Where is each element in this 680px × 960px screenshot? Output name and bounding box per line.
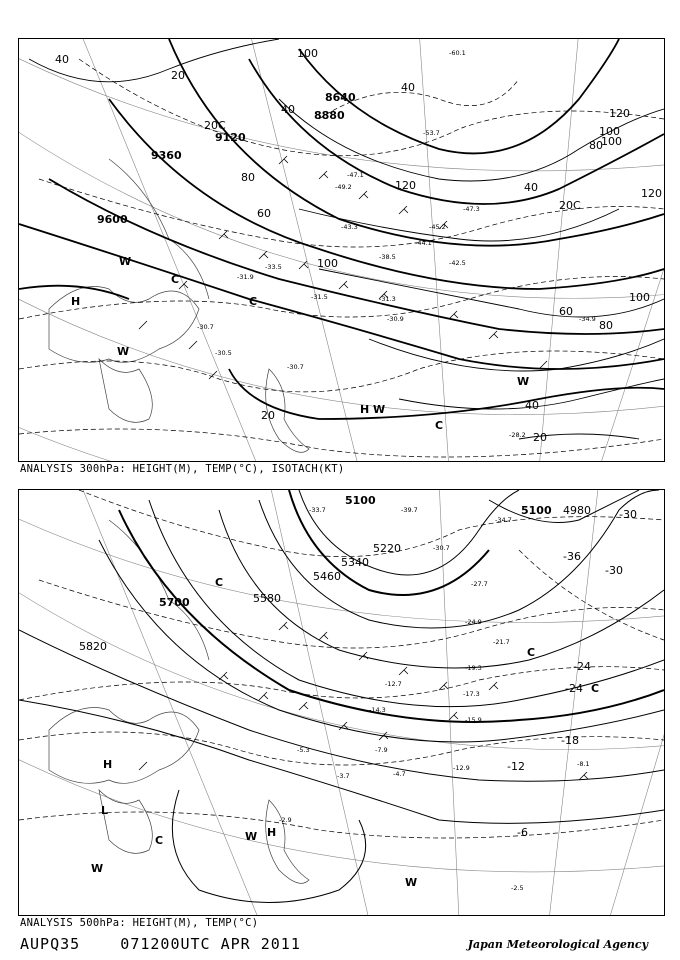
temp-plot: -31.3 xyxy=(379,295,396,303)
temp-plot: -31.5 xyxy=(311,293,328,301)
temp-plot: -47.3 xyxy=(463,205,480,213)
temp-plot: -2.9 xyxy=(279,816,292,824)
isotach-label: 40 xyxy=(525,399,539,412)
map-300hpa-svg xyxy=(19,39,664,461)
temp-plot: -24.9 xyxy=(465,618,482,626)
temp-plot: -39.7 xyxy=(401,506,418,514)
temp-plot: -19.3 xyxy=(465,664,482,672)
temp-plot: -45.2 xyxy=(429,223,446,231)
temp-plot: -17.3 xyxy=(463,690,480,698)
temp-plot: -30.9 xyxy=(387,315,404,323)
temp-plot: -31.9 xyxy=(237,273,254,281)
isotach-label: 100 xyxy=(629,291,650,304)
temp-plot: -30.7 xyxy=(197,323,214,331)
isotherm-label: -30 xyxy=(619,508,637,521)
temp-plot: -38.5 xyxy=(379,253,396,261)
isotherm-label: -6 xyxy=(517,826,528,839)
height-label: 5340 xyxy=(341,556,369,569)
temp-plot: -30.5 xyxy=(215,349,232,357)
map-panel-500hpa xyxy=(18,489,665,916)
isotherm-label: -36 xyxy=(563,550,581,563)
warm-marker: W xyxy=(245,830,258,843)
temp-plot: -7.9 xyxy=(375,746,388,754)
height-label: 5460 xyxy=(313,570,341,583)
temp-plot: -21.7 xyxy=(493,638,510,646)
temp-plot: -47.1 xyxy=(347,171,364,179)
isotach-label: 40 xyxy=(55,53,69,66)
height-label: 5220 xyxy=(373,542,401,555)
temp-plot: -34.9 xyxy=(579,315,596,323)
isotach-label: 100 xyxy=(601,135,622,148)
isotach-label: 60 xyxy=(559,305,573,318)
temp-plot: -30.7 xyxy=(287,363,304,371)
isotach-label: 100 xyxy=(297,47,318,60)
isotherm-label: -24 xyxy=(573,660,591,673)
isotach-label: 40 xyxy=(401,81,415,94)
caption-500hpa: ANALYSIS 500hPa: HEIGHT(M), TEMP(°C) xyxy=(20,917,259,929)
chart-code-and-time: AUPQ35 071200UTC APR 2011 xyxy=(20,935,301,953)
temp-plot: -42.5 xyxy=(449,259,466,267)
high-pressure-marker: H xyxy=(103,758,113,771)
cold-marker: C xyxy=(527,646,536,659)
temp-plot: -27.7 xyxy=(471,580,488,588)
cold-marker: C xyxy=(155,834,164,847)
isotach-label: 20 xyxy=(261,409,275,422)
cold-marker: C xyxy=(215,576,224,589)
warm-marker: W xyxy=(119,255,132,268)
wind-barbs-500 xyxy=(139,622,588,780)
agency-credit: Japan Meteorological Agency xyxy=(467,938,648,951)
temp-plot: -43.3 xyxy=(341,223,358,231)
isotherms-500 xyxy=(19,490,664,838)
map-500hpa-svg xyxy=(19,490,664,915)
height-label: 5100 xyxy=(521,504,552,517)
temp-plot: -33.5 xyxy=(265,263,282,271)
height-label: 4980 xyxy=(563,504,591,517)
caption-300hpa: ANALYSIS 300hPa: HEIGHT(M), TEMP(°C), ISOTACH(KT) xyxy=(20,463,345,475)
height-label: 8880 xyxy=(314,109,345,122)
isotach-label: 20C xyxy=(559,199,581,212)
isotach-label: 40 xyxy=(524,181,538,194)
isotach-label: 100 xyxy=(599,125,620,138)
isotach-label: 80 xyxy=(589,139,603,152)
isotherm-label: -30 xyxy=(605,564,623,577)
height-label: 9120 xyxy=(215,131,246,144)
temp-plot: -12.9 xyxy=(453,764,470,772)
warm-marker: W xyxy=(373,403,386,416)
isotach-label: 120 xyxy=(395,179,416,192)
warm-marker: W xyxy=(517,375,530,388)
high-pressure-marker: H xyxy=(267,826,277,839)
warm-marker: W xyxy=(117,345,130,358)
temp-plot: -5.3 xyxy=(297,746,310,754)
isotach-label: 80 xyxy=(599,319,613,332)
temp-plot: -15.9 xyxy=(465,716,482,724)
temp-plot: -8.1 xyxy=(577,760,590,768)
isotherm-label: -12 xyxy=(507,760,525,773)
isotach-label: 20C xyxy=(204,119,226,132)
isotach-label: 120 xyxy=(609,107,630,120)
temp-plot: -34.7 xyxy=(495,516,512,524)
cold-marker: C xyxy=(249,295,258,308)
height-label: 5580 xyxy=(253,592,281,605)
temp-plot: -33.7 xyxy=(309,506,326,514)
isotach-label: 100 xyxy=(317,257,338,270)
temp-plot: -4.7 xyxy=(393,770,406,778)
cold-marker: C xyxy=(435,419,444,432)
temp-plot: -2.5 xyxy=(511,884,524,892)
isotherm-label: -24 xyxy=(565,682,583,695)
temp-plot: -30.7 xyxy=(433,544,450,552)
temp-plot: -44.1 xyxy=(415,239,432,247)
height-label: 5700 xyxy=(159,596,190,609)
temp-plot: -53.7 xyxy=(423,129,440,137)
isotach-label: 120 xyxy=(641,187,662,200)
high-pressure-marker: H xyxy=(71,295,81,308)
isotach-label: 20 xyxy=(533,431,547,444)
cold-marker: C xyxy=(171,273,180,286)
temp-plot: -28.2 xyxy=(509,431,526,439)
high-pressure-marker: H xyxy=(360,403,370,416)
height-label: 9360 xyxy=(151,149,182,162)
warm-marker: W xyxy=(405,876,418,889)
height-label: 5820 xyxy=(79,640,107,653)
height-label: 9600 xyxy=(97,213,128,226)
cold-marker: C xyxy=(591,682,600,695)
map-panel-300hpa xyxy=(18,38,665,462)
low-pressure-marker: L xyxy=(101,804,109,817)
temp-plot: -49.2 xyxy=(335,183,352,191)
temp-plot: -12.7 xyxy=(385,680,402,688)
temp-plot: -3.7 xyxy=(337,772,350,780)
isotherm-label: -18 xyxy=(561,734,579,747)
temp-plot: -14.3 xyxy=(369,706,386,714)
isotach-label: 40 xyxy=(281,103,295,116)
temp-plot: -60.1 xyxy=(449,49,466,57)
isotach-label: 20 xyxy=(171,69,185,82)
isotach-label: 80 xyxy=(241,171,255,184)
height-label: 5100 xyxy=(345,494,376,507)
warm-marker: W xyxy=(91,862,104,875)
height-label: 8640 xyxy=(325,91,356,104)
isotach-label: 60 xyxy=(257,207,271,220)
